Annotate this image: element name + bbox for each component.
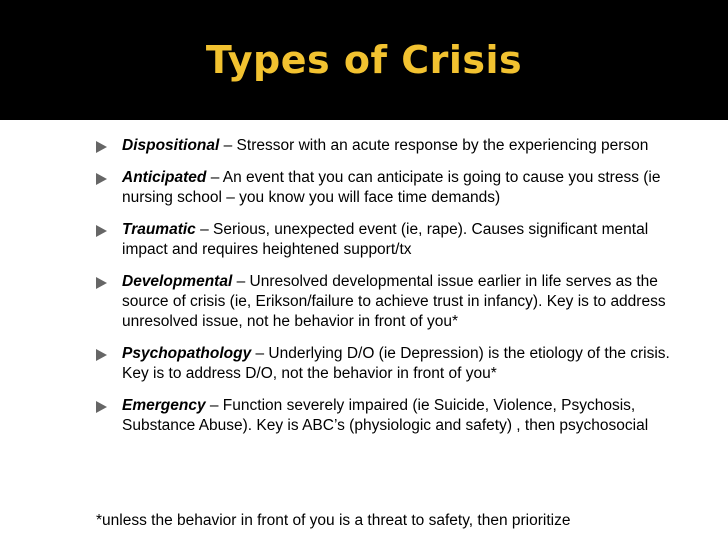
bullet-text: – Underlying D/O (ie Depression) is the etiology of the crisis. Key is to address D/O, not the behavior in front of you* — [122, 345, 670, 382]
bullet-text: – Function severely impaired (ie Suicide, Violence, Psychosis, Substance Abuse). Key is ABC’s (physiologic and safety) , then psychosocial — [122, 397, 649, 434]
bullet-item-dispositional — [96, 136, 696, 156]
bullet-term: Psychopathology — [122, 345, 252, 362]
bullet-item-developmental — [96, 272, 696, 332]
footnote: *unless the behavior in front of you is a threat to safety, then prioritize — [96, 512, 571, 529]
right-triangle-bullet-icon — [96, 173, 107, 185]
bullet-item-anticipated — [96, 168, 696, 208]
slide-title: Types of Crisis — [205, 38, 523, 82]
right-triangle-bullet-icon — [96, 401, 107, 413]
title-bar — [0, 0, 728, 120]
slide-content — [96, 136, 696, 448]
bullet-text: – Serious, unexpected event (ie, rape). Causes significant mental impact and requires heightened support/tx — [122, 221, 649, 258]
bullet-term: Anticipated — [122, 169, 207, 186]
right-triangle-bullet-icon — [96, 225, 107, 237]
bullet-text: – Unresolved developmental issue earlier in life serves as the source of crisis (ie, Erikson/failure to achieve trust in infancy). Key is to address unresolved issue, not he behavior in front of you* — [122, 273, 666, 330]
right-triangle-bullet-icon — [96, 141, 107, 153]
right-triangle-bullet-icon — [96, 277, 107, 289]
bullet-term: Developmental — [122, 273, 233, 290]
bullet-item-emergency — [96, 396, 696, 436]
bullet-term: Dispositional — [122, 137, 220, 154]
bullet-term: Traumatic — [122, 221, 196, 238]
right-triangle-bullet-icon — [96, 349, 107, 361]
bullet-text: – Stressor with an acute response by the experiencing person — [219, 137, 649, 154]
bullet-item-psychopathology — [96, 344, 696, 384]
bullet-item-traumatic — [96, 220, 696, 260]
bullet-text: – An event that you can anticipate is going to cause you stress (ie nursing school – you know you will face time demands) — [122, 169, 661, 206]
bullet-term: Emergency — [122, 397, 206, 414]
bullet-list — [96, 136, 696, 436]
